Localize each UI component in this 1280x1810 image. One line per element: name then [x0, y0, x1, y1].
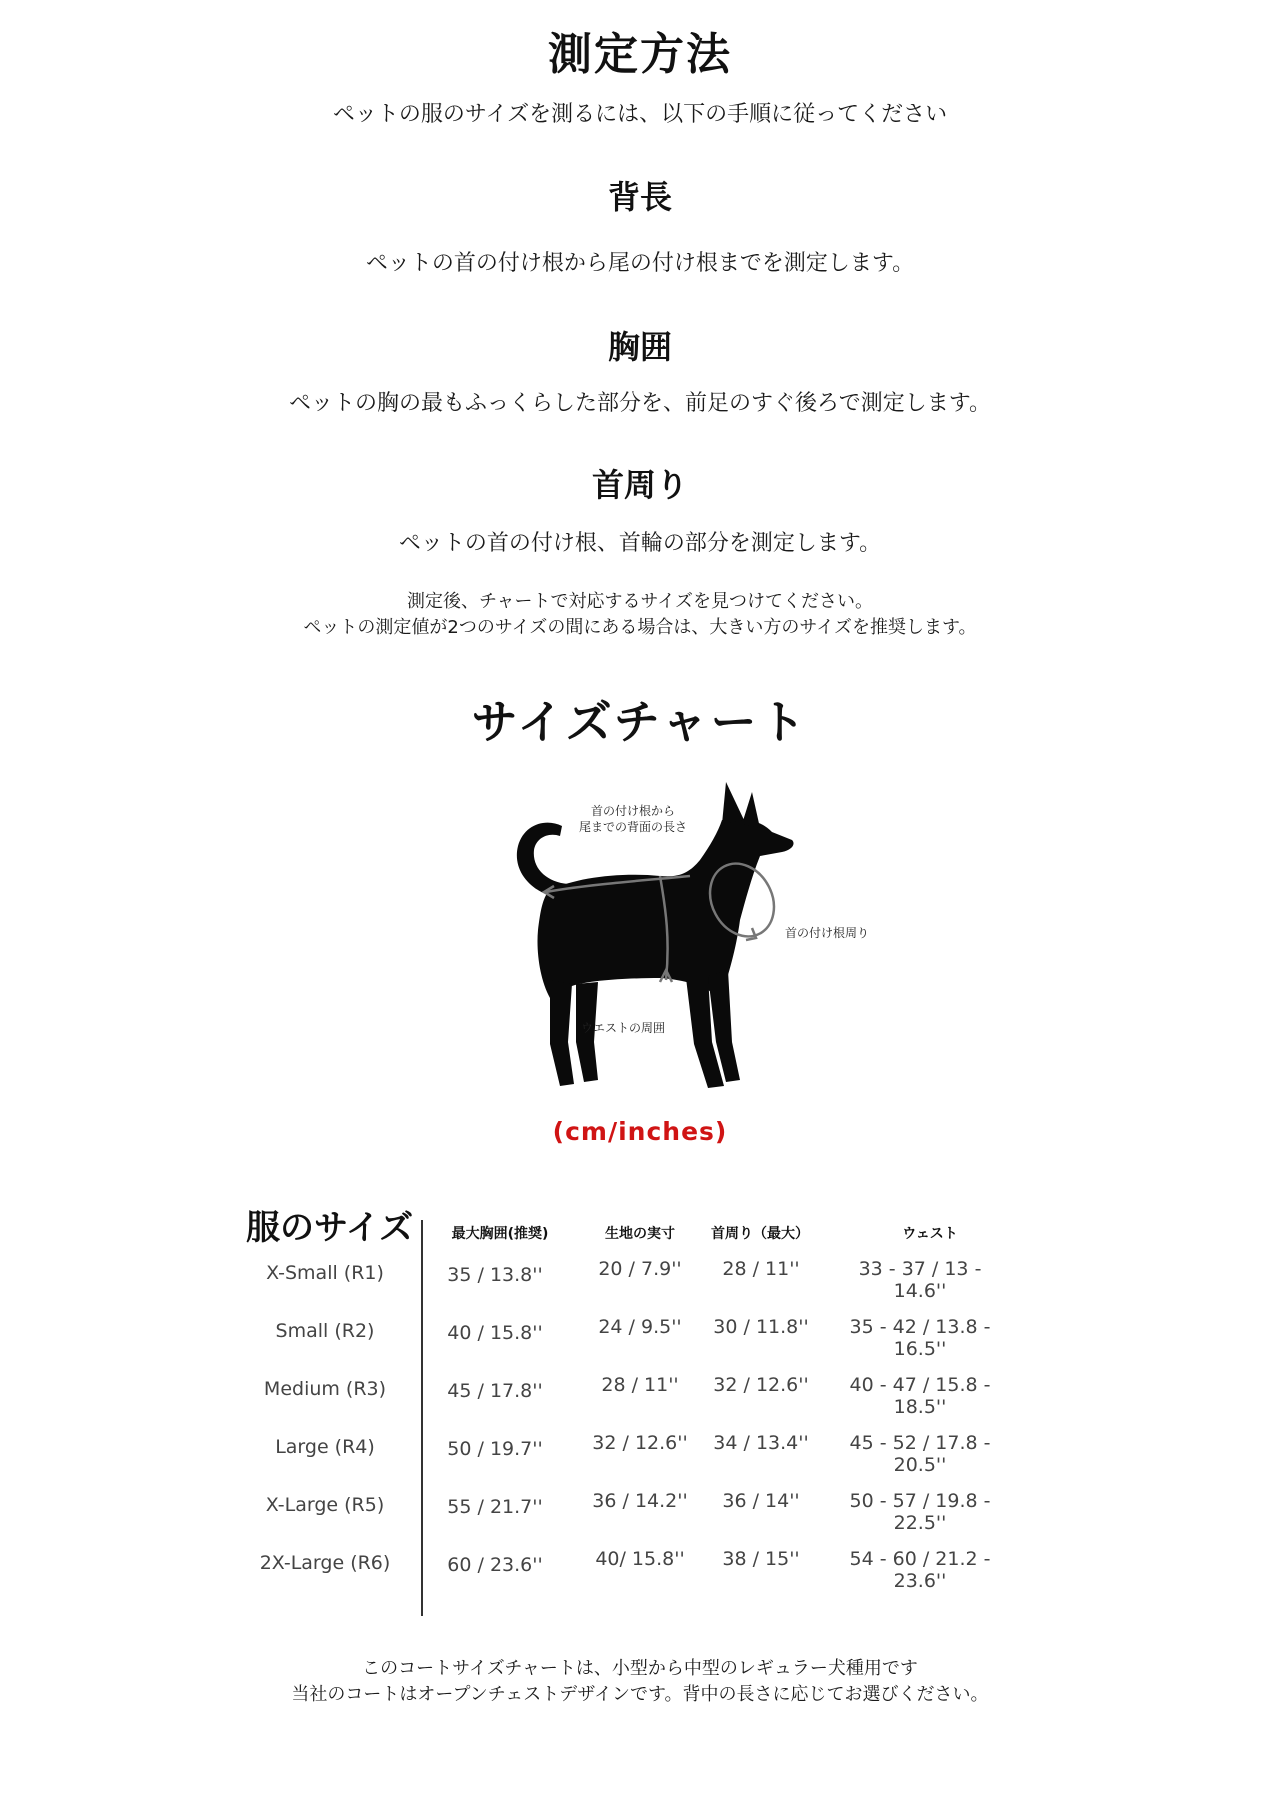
- table-cell-chest: 45 / 17.8'': [447, 1380, 543, 1402]
- size-label: X-Small (R1): [266, 1262, 384, 1284]
- table-cell-fabric: 28 / 11'': [601, 1374, 679, 1396]
- unit-label: (cm/inches): [552, 1117, 728, 1146]
- table-cell-waist: 54 - 60 / 21.2 - 23.6'': [849, 1548, 991, 1592]
- col-header-fabric: 生地の実寸: [605, 1226, 675, 1242]
- note-line-2: ペットの測定値が2つのサイズの間にある場合は、大きい方のサイズを推奨します。: [303, 617, 977, 638]
- table-cell-neck: 34 / 13.4'': [713, 1432, 809, 1454]
- table-cell-waist: 40 - 47 / 15.8 - 18.5'': [849, 1374, 991, 1418]
- dog-label-neck: 首の付け根周り: [784, 926, 869, 940]
- neck-text: ペットの首の付け根、首輪の部分を測定します。: [398, 531, 882, 556]
- table-cell-chest: 60 / 23.6'': [447, 1554, 543, 1576]
- table-cell-fabric: 20 / 7.9'': [598, 1258, 682, 1280]
- table-cell-neck: 32 / 12.6'': [713, 1374, 809, 1396]
- col-header-neck: 首周り（最大）: [711, 1226, 809, 1242]
- table-title: 服のサイズ: [246, 1208, 414, 1248]
- table-cell-fabric: 24 / 9.5'': [598, 1316, 682, 1338]
- chest-title: 胸囲: [607, 328, 672, 366]
- table-cell-neck: 28 / 11'': [722, 1258, 800, 1280]
- table-cell-fabric: 40/ 15.8'': [595, 1548, 685, 1570]
- back-length-title: 背長: [607, 178, 672, 216]
- table-cell-chest: 50 / 19.7'': [447, 1438, 543, 1460]
- table-cell-waist: 50 - 57 / 19.8 - 22.5'': [849, 1490, 991, 1534]
- measure-title: 測定方法: [548, 29, 732, 80]
- table-cell-waist: 35 - 42 / 13.8 - 16.5'': [849, 1316, 991, 1360]
- footer-line-1: このコートサイズチャートは、小型から中型のレギュラー犬種用です: [362, 1658, 918, 1679]
- size-label: Large (R4): [275, 1436, 375, 1458]
- table-cell-fabric: 36 / 14.2'': [592, 1490, 688, 1512]
- table-cell-chest: 40 / 15.8'': [447, 1322, 543, 1344]
- table-cell-chest: 35 / 13.8'': [447, 1264, 543, 1286]
- table-cell-waist: 33 - 37 / 13 - 14.6'': [858, 1258, 982, 1302]
- neck-title: 首周り: [591, 466, 688, 504]
- table-cell-neck: 30 / 11.8'': [713, 1316, 809, 1338]
- size-label: X-Large (R5): [265, 1494, 385, 1516]
- table-cell-chest: 55 / 21.7'': [447, 1496, 543, 1518]
- size-label: 2X-Large (R6): [259, 1552, 391, 1574]
- col-header-waist: ウェスト: [902, 1226, 958, 1242]
- table-cell-waist: 45 - 52 / 17.8 - 20.5'': [849, 1432, 991, 1476]
- note-line-1: 測定後、チャートで対応するサイズを見つけてください。: [406, 591, 874, 612]
- table-cell-neck: 36 / 14'': [722, 1490, 800, 1512]
- size-label: Medium (R3): [263, 1378, 387, 1400]
- dog-label-waist: ウエストの周囲: [580, 1021, 665, 1035]
- measure-intro: ペットの服のサイズを測るには、以下の手順に従ってください: [332, 102, 948, 127]
- neck-arrow-icon: [746, 928, 756, 940]
- dog-label-back: 首の付け根から 尾までの背面の長さ: [578, 804, 687, 834]
- col-header-chest: 最大胸囲(推奨): [451, 1226, 549, 1242]
- footer-line-2: 当社のコートはオープンチェストデザインです。背中の長さに応じてお選びください。: [291, 1684, 989, 1705]
- table-cell-neck: 38 / 15'': [722, 1548, 800, 1570]
- size-chart-title: サイズチャート: [471, 695, 809, 749]
- chest-text: ペットの胸の最もふっくらした部分を、前足のすぐ後ろで測定します。: [288, 391, 992, 416]
- size-label: Small (R2): [275, 1320, 375, 1342]
- table-cell-fabric: 32 / 12.6'': [592, 1432, 688, 1454]
- back-length-text: ペットの首の付け根から尾の付け根までを測定します。: [365, 251, 915, 276]
